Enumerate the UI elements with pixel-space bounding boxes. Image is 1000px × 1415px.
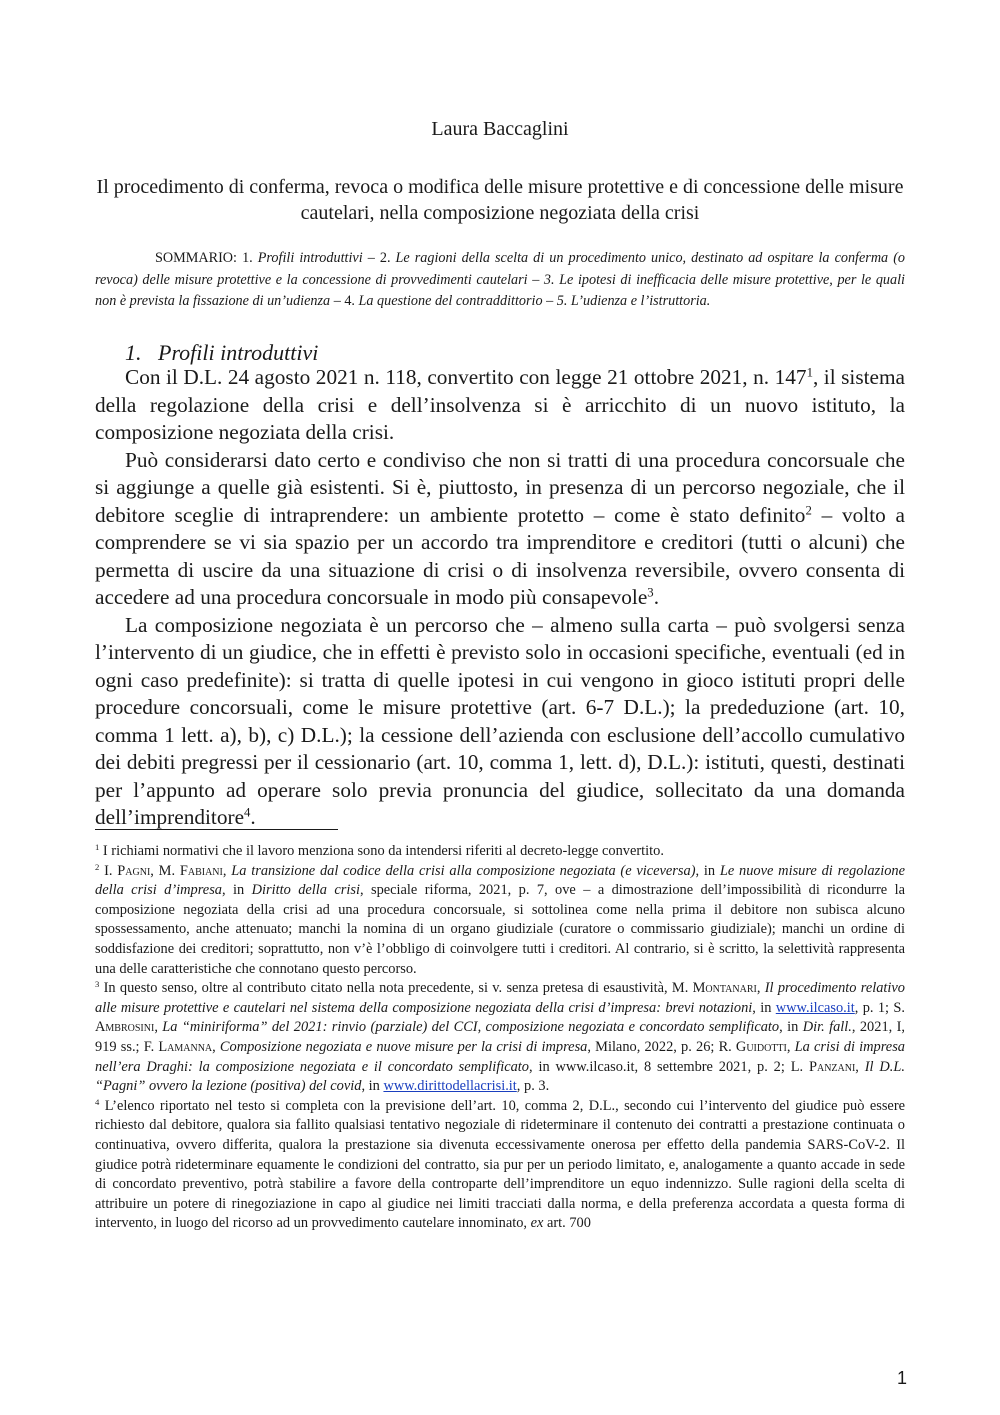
paragraph: Può considerarsi dato certo e condiviso che non si tratti di una procedura concorsuale che si aggiunge a quelle già esistenti. Si è, piuttosto, in presenza di un percorso negoziale, che il debitore sceglie di intraprendere: un ambiente protetto – come è stato definito$^2$ – volto a comprendere se vi sia spazio per un accordo tra imprenditore e creditori (tutti o alcuni) che permetta di uscire da una situazione di crisi o di insolvenza reversibile, ovvero consenta di accedere ad una procedura concorsuale in modo più consapevole$^3$.	[95, 447, 905, 609]
section-heading: 1. Profili introduttivi	[125, 340, 319, 365]
summary-abstract: SOMMARIO: 1. Profili introduttivi – 2. Le ragioni della scelta di un procedimento unico, destinato ad ospitare la conferma (o revoca) delle misure protettive e la concessione di provvedimenti cautelari – 3. Le ipotesi di inefficacia delle misure protettive, per le quali non è prevista la fissazione di un’udienza – 4. La questione del contraddittorio – 5. L’udienza e l’istruttoria.	[95, 250, 906, 309]
author-name: Laura Baccaglini	[431, 118, 569, 140]
footnote-4: $^4$ L’elenco riportato nel testo si completa con la previsione dell’art. 10, comma 2, D.L., secondo cui l’intervento del giudice può essere richiesto dal debitore, qualora sia fallito qualsiasi tentativo negoziale di rideterminare il contenuto dei contratti a prestazione continuata o continuativa, ovvero differita, qualora la prestazione sia divenuta eccessivamente onerosa per effetto della pandemia SARS-CoV-2. Il giudice potrà rideterminare equamente le condizioni del contratto, sia pur per un periodo limitato, e, analogamente a quanto accade in sede di concordato preventivo, potrà stabilire a favore della controparte dell’imprenditore un equo indennizzo. Sulle ragioni della scelta di attribuire un potere di rinegoziazione in capo al giudice nei limiti tracciati dalla norma, e della preferenza accordata a questa forma di intervento, in luogo del ricorso ad un provvedimento cautelare innominato, ex art. 700	[95, 1096, 905, 1232]
footnote-separator	[95, 829, 338, 830]
summary-label: SOMMARIO:	[155, 250, 237, 266]
paragraph: Con il D.L. 24 agosto 2021 n. 118, convertito con legge 21 ottobre 2021, n. $147^1$, il sistema della regolazione della crisi e dell’insolvenza si è arricchito di un nuovo istituto, la composizione negoziata della crisi.	[95, 365, 906, 444]
footnote-2: $^2$ I. Pagni, M. Fabiani, La transizione dal codice della crisi alla composizione negoziata (e viceversa), in Le nuove misure di regolazione della crisi d’impresa, in Diritto della crisi, speciale riforma, 2021, p. 7, ove – a dimostrazione dell’impossibilità di ricondurre la composizione negoziata della crisi ad una procedura concorsuale, si sottolinea come nella prima il debitore non subisca alcuno spossessamento, anche attenuato; manchi la nomina di un organo giudiziale (curatore o commissario giudiziale); manchi un ordine di soddisfazione dei creditori; soprattutto, non v’è l’obbligo di coinvolgere tutti i creditori. Al contrario, si è scritto, la selettività rappresenta una delle caratteristiche che connotano questo percorso.	[95, 861, 905, 977]
link-dirittodellacrisi[interactable]: www.dirittodellacrisi.it	[383, 1078, 517, 1095]
body-text	[95, 364, 905, 832]
footnote-3: $^3$ In questo senso, oltre al contributo citato nella nota precedente, si v. senza pretesa di esaustività, M. Montanari, Il procedimento relativo alle misure protettive e cautelari nel sistema della composizione negoziata della crisi d’impresa: brevi notazioni, in www.ilcaso.it, p. 1; S. Ambrosini, La “miniriforma” del 2021: rinvio (parziale) del CCI, composizione negoziata e concordato semplificato, in Dir. fall., 2021, I, 919 ss.; F. Lamanna, Composizione negoziata e nuove misure per la crisi di impresa, Milano, 2022, p. 26; R. Guidotti, La crisi di impresa nell’era Draghi: la composizione negoziata e il concordato semplificato, in www.ilcaso.it, 8 settembre 2021, p. 2; L. Panzani, Il D.L. “Pagni” ovvero la lezione (positiva) del covid, in www.dirittodellacrisi.it, p. 3.	[95, 978, 906, 1095]
footnote-ref[interactable]: 3	[647, 585, 654, 600]
footnote-ref[interactable]: 2	[805, 502, 812, 517]
paragraph: La composizione negoziata è un percorso che – almeno sulla carta – può svolgersi senza l’intervento di un giudice, che in effetti è previsto solo in occasioni specifiche, eventuali (ed in ogni caso predefinite): si tratta di quelle ipotesi in cui vengono in gioco istituti propri delle procedure concorsuali, come le misure protettive (art. 6-7 D.L.); la prededuzione (art. 10, comma 1 lett. a), b), c) D.L.); la cessione dell’azienda con esclusione dell’accollo cumulativo dei debiti pregressi per il cessionario (art. 10, comma 1, lett. d), D.L.): istituti, questi, destinati per l’appunto ad operare solo previa pronuncia del giudice, sollecitato da una domanda dell’imprenditore$^4$.	[95, 612, 905, 829]
footnote-1: $^1$ I richiami normativi che il lavoro menziona sono da intendersi riferiti al decreto-legge convertito.	[95, 841, 664, 859]
footnote-ref[interactable]: 1	[806, 365, 813, 380]
footnotes	[95, 842, 905, 1234]
footnote-ref[interactable]: 4	[244, 805, 251, 820]
link-ilcaso[interactable]: www.ilcaso.it	[775, 999, 855, 1016]
article-title: Il procedimento di conferma, revoca o modifica delle misure protettive e di concessione delle misure cautelari, nella composizione negoziata della crisi	[96, 176, 904, 224]
page-number: 1	[896, 1368, 907, 1388]
